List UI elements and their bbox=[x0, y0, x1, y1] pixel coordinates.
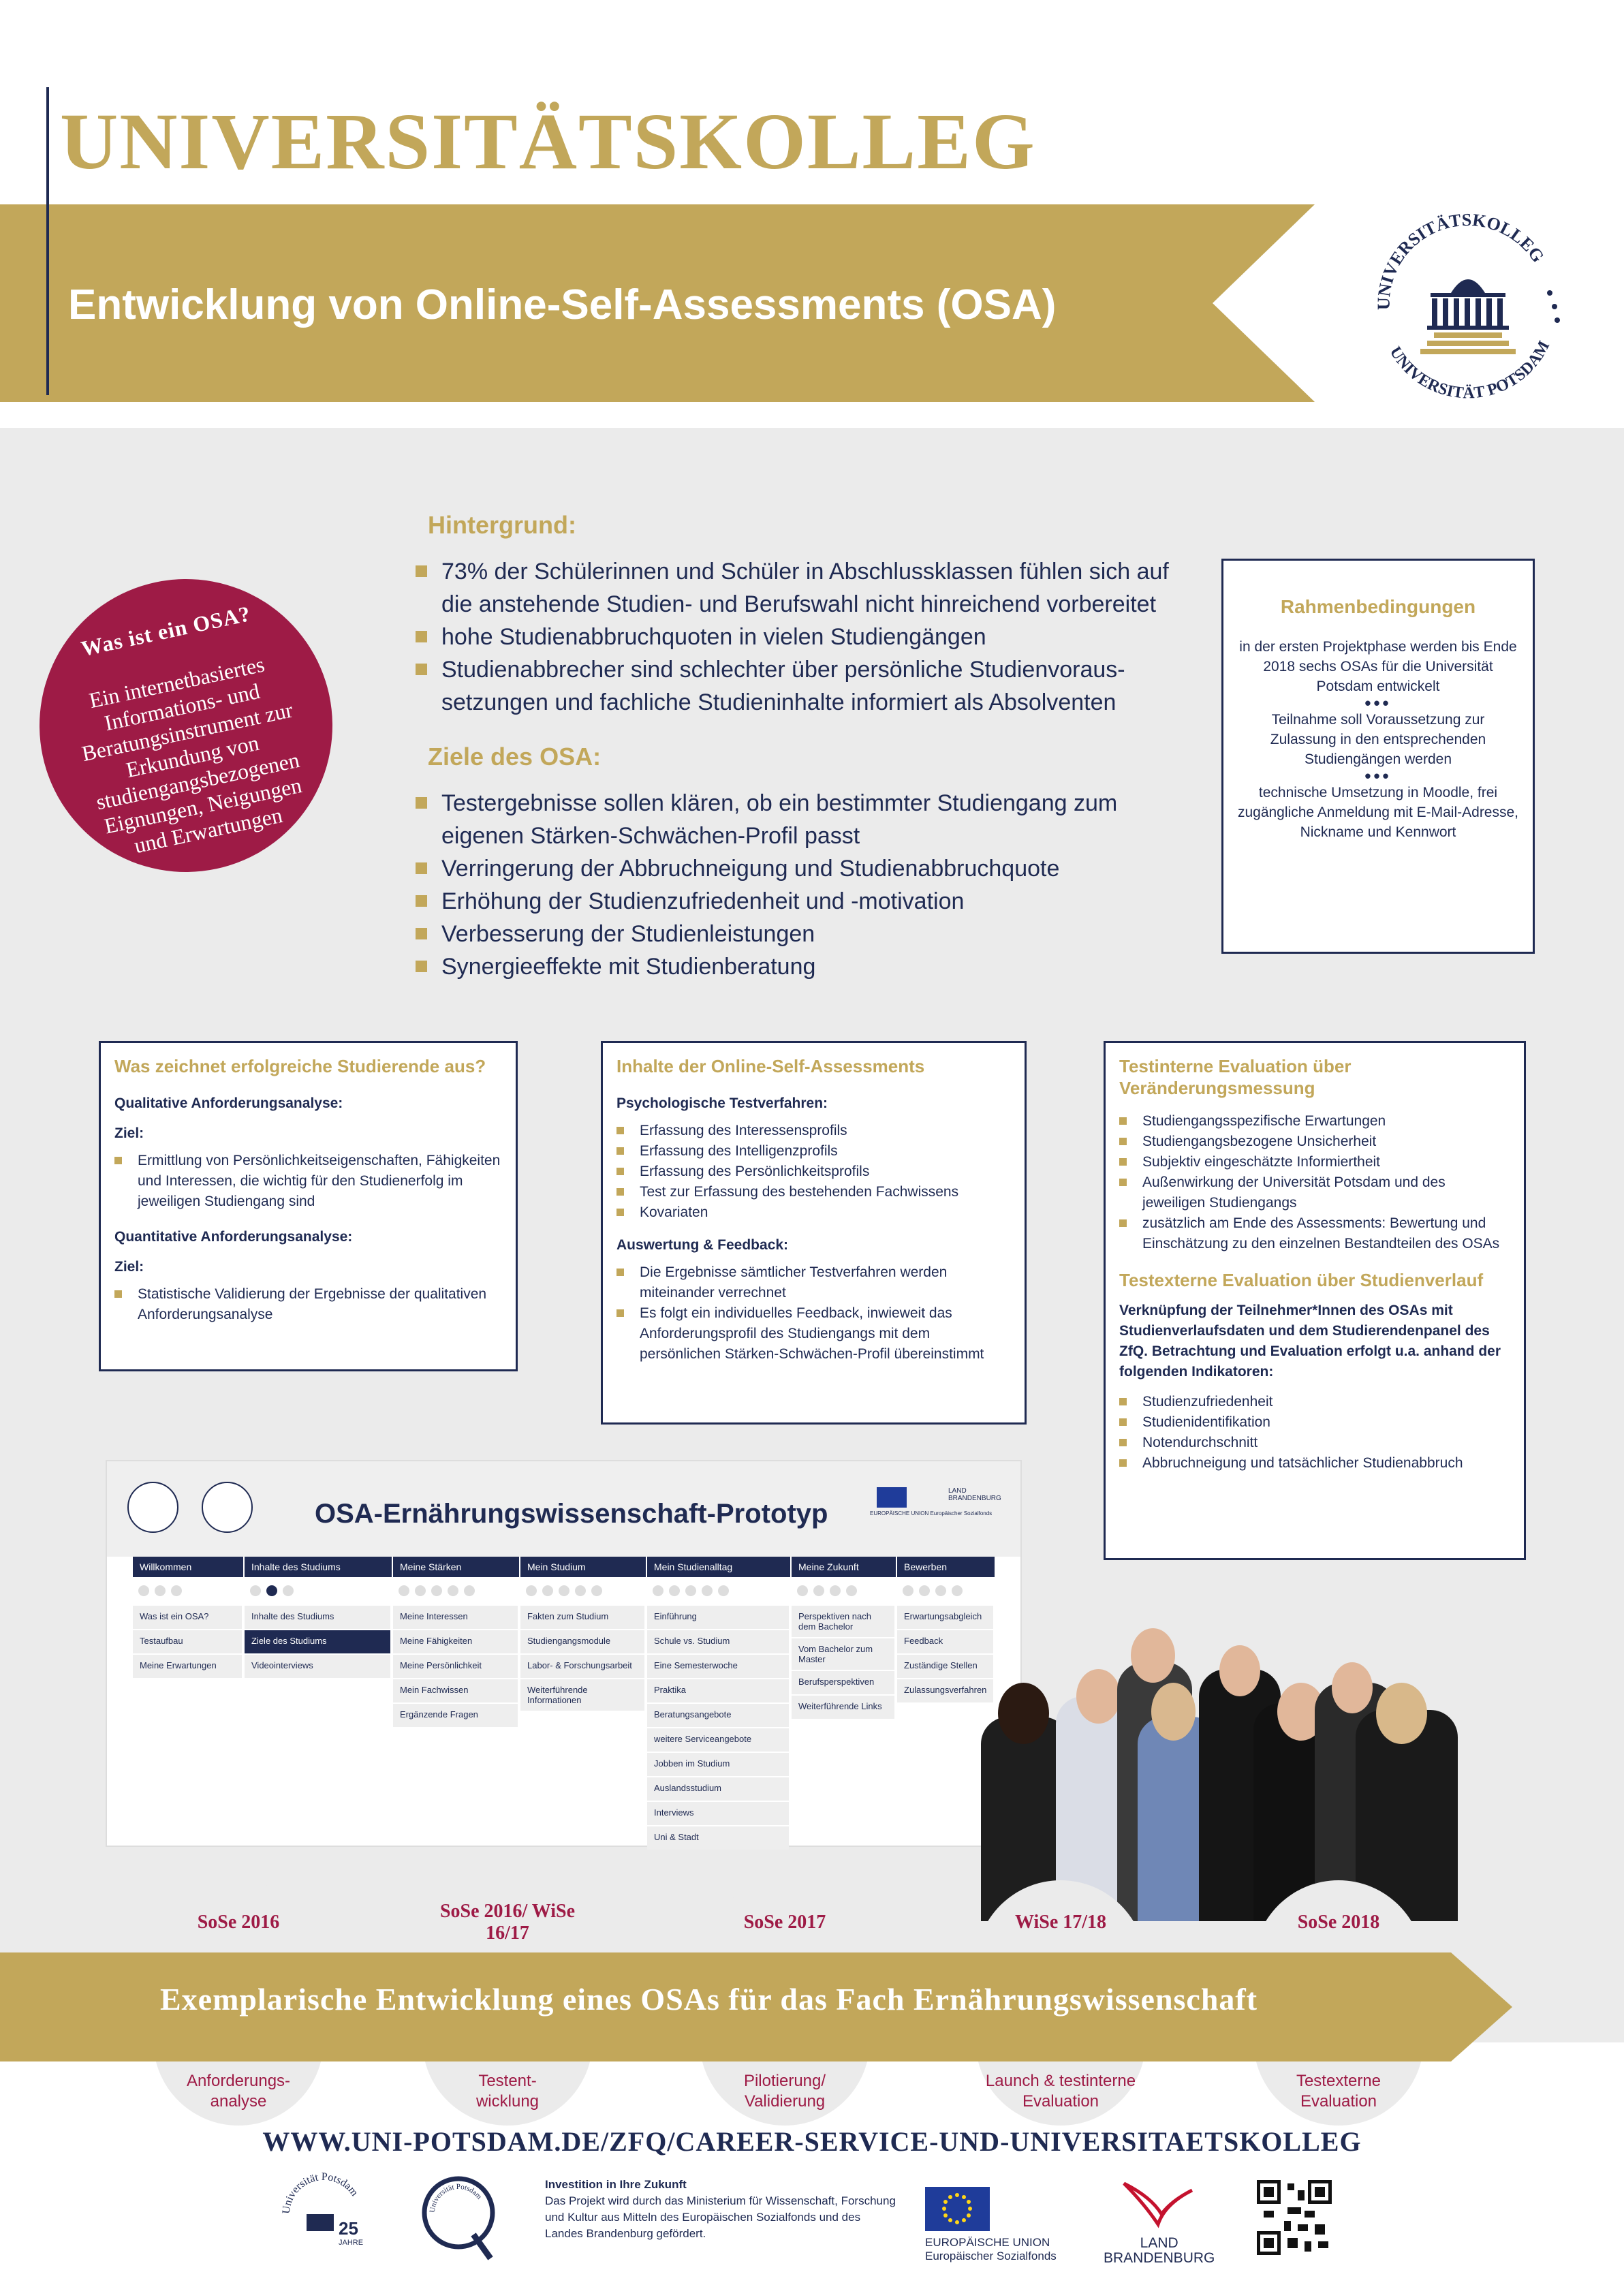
lb-line1: LAND bbox=[1140, 2235, 1178, 2251]
nav-menu-item[interactable]: Meine Fähigkeiten bbox=[393, 1630, 518, 1653]
person-head bbox=[1131, 1628, 1175, 1683]
kolleg-logo-icon bbox=[202, 1482, 253, 1533]
progress-dot bbox=[171, 1585, 182, 1596]
circle-title: Was ist ein OSA? bbox=[78, 601, 253, 662]
goals-heading: Ziele des OSA: bbox=[428, 743, 602, 771]
timeline-period: SoSe 2016 bbox=[197, 1912, 280, 1933]
list-item: Kovariaten bbox=[616, 1202, 1011, 1223]
rahmen-item: technische Umsetzung in Moodle, frei zugängliche Anmeldung mit E-Mail-Adresse, Nickname und Kennwort bbox=[1237, 785, 1519, 840]
nav-tab[interactable]: Mein Studium bbox=[520, 1557, 647, 1577]
progress-dot bbox=[919, 1585, 930, 1596]
successful-students-box bbox=[99, 1041, 518, 1371]
list-item: Synergieeffekte mit Studienberatung bbox=[416, 950, 1199, 983]
timeline-period: WiSe 17/18 bbox=[1014, 1912, 1107, 1933]
nav-menu-item[interactable]: Schule vs. Studium bbox=[647, 1630, 789, 1653]
page-subtitle: Entwicklung von Online-Self-Assessments (OSA) bbox=[68, 281, 1057, 328]
uni-logo-jahre: JAHRE bbox=[339, 2239, 364, 2247]
qr-code-icon[interactable] bbox=[1257, 2180, 1332, 2255]
nav-menu-item[interactable]: Zulassungsverfahren bbox=[897, 1679, 993, 1702]
box-title: Testinterne Evaluation über Veränderungsmessung bbox=[1119, 1056, 1352, 1098]
box-subheading: Qualitative Anforderungsanalyse: bbox=[114, 1095, 343, 1111]
eu-text bbox=[925, 2236, 1057, 2263]
nav-menu-item[interactable]: weitere Serviceangebote bbox=[647, 1728, 789, 1752]
osa-contents-box bbox=[601, 1041, 1027, 1425]
progress-dots bbox=[133, 1577, 245, 1606]
svg-text:Universität Potsdam bbox=[281, 2171, 360, 2215]
eu-line2: Europäischer Sozialfonds bbox=[925, 2250, 1057, 2262]
nav-menu-item[interactable]: Interviews bbox=[647, 1802, 789, 1825]
nav-menu-item[interactable]: Feedback bbox=[897, 1630, 993, 1653]
nav-menu-item[interactable]: Praktika bbox=[647, 1679, 789, 1702]
footer-url-link[interactable]: WWW.UNI-POTSDAM.DE/ZFQ/CAREER-SERVICE-UND-UNIVERSITAETSKOLLEG bbox=[262, 2126, 1362, 2157]
nav-menu-item[interactable]: Ergänzende Fragen bbox=[393, 1704, 518, 1727]
nav-menu-item[interactable]: Jobben im Studium bbox=[647, 1753, 789, 1776]
nav-menu-item[interactable]: Einführung bbox=[647, 1606, 789, 1629]
land-brandenburg-text bbox=[1104, 2236, 1215, 2266]
nav-tab[interactable]: Meine Stärken bbox=[393, 1557, 520, 1577]
progress-dots bbox=[647, 1577, 792, 1606]
nav-menu-item[interactable]: Eine Semesterwoche bbox=[647, 1655, 789, 1678]
person-head bbox=[1332, 1662, 1373, 1713]
box-title: Was zeichnet erfolgreiche Studierende aus? bbox=[114, 1056, 486, 1076]
nav-menu-item[interactable]: Meine Erwartungen bbox=[133, 1655, 242, 1678]
funding-title: Investition in Ihre Zukunft bbox=[545, 2178, 687, 2191]
list-item: Erfassung des Intelligenzprofils bbox=[616, 1141, 1011, 1162]
rahmen-item: in der ersten Projektphase werden bis Ende 2018 sechs OSAs für die Universität Potsdam entwickelt bbox=[1239, 639, 1517, 694]
logo-text-bottom: UNIVERSITÄT POTSDAM bbox=[1386, 338, 1554, 403]
progress-dot bbox=[464, 1585, 475, 1596]
nav-menu-item[interactable]: Inhalte des Studiums bbox=[245, 1606, 390, 1629]
progress-dots bbox=[897, 1577, 996, 1606]
eu-label: EUROPÄISCHE UNION Europäischer Sozialfonds bbox=[870, 1510, 993, 1516]
uni-logo-number: 25 bbox=[339, 2218, 358, 2239]
list-item: Test zur Erfassung des bestehenden Fachwissens bbox=[616, 1182, 1011, 1202]
background-list bbox=[416, 555, 1199, 719]
nav-column bbox=[792, 1557, 897, 1720]
title-accent-line bbox=[46, 87, 49, 395]
progress-dot bbox=[935, 1585, 946, 1596]
eu-line1: EUROPÄISCHE UNION bbox=[925, 2236, 1050, 2249]
progress-dots bbox=[245, 1577, 393, 1606]
list-item: Es folgt ein individuelles Feedback, inwieweit das Anforderungsprofil des Studiengangs mit dem persönlichen Stärken-Schwächen-Profil übereinstimmt bbox=[616, 1303, 1011, 1365]
nav-column bbox=[647, 1557, 792, 1851]
progress-dot bbox=[813, 1585, 824, 1596]
box-subheading: Auswertung & Feedback: bbox=[616, 1237, 789, 1253]
eu-flag-icon bbox=[877, 1487, 907, 1508]
list-item: Testergebnisse sollen klären, ob ein bestimmter Studiengang zum eigenen Stärken-Schwächen-Profil passt bbox=[416, 787, 1199, 852]
timeline-label: Exemplarische Entwicklung eines OSAs für das Fach Ernährungswissenschaft bbox=[160, 1982, 1258, 2017]
nav-menu-item[interactable]: Labor- & Forschungsarbeit bbox=[520, 1655, 644, 1678]
progress-dot bbox=[797, 1585, 808, 1596]
progress-dot bbox=[718, 1585, 729, 1596]
uni-potsdam-25-logo bbox=[276, 2166, 371, 2262]
funding-body: Das Projekt wird durch das Ministerium für Wissenschaft, Forschung und Kultur aus Mitteln des Europäischen Sozialfonds und des Landes Brandenburg gefördert. bbox=[545, 2194, 896, 2240]
progress-dot bbox=[702, 1585, 713, 1596]
progress-dot bbox=[903, 1585, 914, 1596]
nav-menu-item[interactable]: Weiterführende Links bbox=[792, 1696, 894, 1719]
list-item: Subjektiv eingeschätzte Informiertheit bbox=[1119, 1152, 1510, 1172]
list-item: Die Ergebnisse sämtlicher Testverfahren werden miteinander verrechnet bbox=[616, 1262, 1011, 1303]
list-item: Verbesserung der Studienleistungen bbox=[416, 918, 1199, 950]
progress-dot bbox=[559, 1585, 569, 1596]
box-text: Verknüpfung der Teilnehmer*Innen des OSAs mit Studienverlaufsdaten und dem Studierendenpanel des ZfQ. Betrachtung und Evaluation erfolgt u.a. anhand der folgenden Indikatoren: bbox=[1119, 1303, 1501, 1380]
timeline-phase: Testent-wicklung bbox=[475, 2072, 540, 2111]
timeline-period: SoSe 2016/ WiSe 16/17 bbox=[439, 1901, 576, 1944]
list-item: Studienzufriedenheit bbox=[1119, 1392, 1510, 1412]
person-head bbox=[998, 1683, 1049, 1744]
nav-menu-item[interactable]: Weiterführende Informationen bbox=[520, 1679, 644, 1711]
nav-menu-item[interactable]: Uni & Stadt bbox=[647, 1826, 789, 1850]
background-heading: Hintergrund: bbox=[428, 511, 576, 539]
timeline-phase: Anforderungs-analyse bbox=[186, 2072, 291, 2111]
box-subheading: Quantitative Anforderungsanalyse: bbox=[114, 1229, 353, 1245]
nav-menu-item[interactable]: Ziele des Studiums bbox=[245, 1630, 390, 1653]
box-subheading: Psychologische Testverfahren: bbox=[616, 1095, 828, 1111]
lb-line2: BRANDENBURG bbox=[1104, 2250, 1215, 2266]
circle-text: Ein internetbasiertes Informations- und Beratungsinstrument zur Erkundung von studiengangsbezogenen Eignungen, Neigungen und Erwartungen bbox=[79, 651, 304, 858]
goals-list bbox=[416, 787, 1199, 983]
list-item: Studiengangsspezifische Erwartungen bbox=[1119, 1111, 1510, 1132]
rahmen-title: Rahmenbedingungen bbox=[1280, 596, 1476, 617]
timeline-period: SoSe 2017 bbox=[743, 1912, 826, 1933]
rahmenbedingungen-box bbox=[1221, 559, 1535, 954]
list-item: 73% der Schülerinnen und Schüler in Abschlussklassen fühlen sich auf die anstehende Studien- und Berufswahl nicht hinreichend vorbereitet bbox=[416, 555, 1199, 621]
timeline-phase: Testexterne Evaluation bbox=[1296, 2072, 1381, 2111]
progress-dots bbox=[393, 1577, 520, 1606]
progress-dot bbox=[952, 1585, 963, 1596]
nav-menu-item[interactable]: Videointerviews bbox=[245, 1655, 390, 1678]
nav-menu-item[interactable]: Studiengangsmodule bbox=[520, 1630, 644, 1653]
list-item: Studiengangsbezogene Unsicherheit bbox=[1119, 1132, 1510, 1152]
progress-dot bbox=[846, 1585, 857, 1596]
eu-flag-icon bbox=[925, 2187, 990, 2231]
nav-tab[interactable]: Inhalte des Studiums bbox=[245, 1557, 393, 1577]
timeline-phase: Pilotierung/ Validierung bbox=[743, 2072, 826, 2111]
nav-menu-item[interactable]: Meine Interessen bbox=[393, 1606, 518, 1629]
box-subheading: Ziel: bbox=[114, 1259, 144, 1275]
progress-dot bbox=[830, 1585, 841, 1596]
nav-column bbox=[245, 1557, 393, 1679]
list-item: Ermittlung von Persönlichkeitseigenschaften, Fähigkeiten und Interessen, die wichtig für den Studienerfolg im jeweiligen Studiengang sind bbox=[114, 1151, 502, 1212]
progress-dot bbox=[431, 1585, 442, 1596]
list-item: Erhöhung der Studienzufriedenheit und -motivation bbox=[416, 885, 1199, 918]
nav-menu-item[interactable]: Mein Fachwissen bbox=[393, 1679, 518, 1702]
progress-dot bbox=[526, 1585, 537, 1596]
nav-menu-item[interactable]: Meine Persönlichkeit bbox=[393, 1655, 518, 1678]
person-head bbox=[1076, 1669, 1121, 1724]
logo-text-top: UNIVERSITÄTSKOLLEG bbox=[1373, 210, 1548, 311]
progress-dot bbox=[415, 1585, 426, 1596]
progress-dots bbox=[792, 1577, 897, 1606]
nav-menu-item[interactable]: Testaufbau bbox=[133, 1630, 242, 1653]
timeline-phase: Launch & testinterne Evaluation bbox=[985, 2072, 1136, 2111]
nav-menu-item[interactable]: Zuständige Stellen bbox=[897, 1655, 993, 1678]
progress-dot bbox=[448, 1585, 458, 1596]
list-item: hohe Studienabbruchquoten in vielen Studiengängen bbox=[416, 621, 1199, 653]
q-logo-text: Universität Potsdam bbox=[428, 2182, 484, 2213]
uni-logo-text: Universität Potsdam bbox=[280, 2170, 360, 2215]
land-brandenburg-label: LAND BRANDENBURG bbox=[948, 1487, 1001, 1502]
progress-dot bbox=[669, 1585, 680, 1596]
nav-menu-item[interactable]: Was ist ein OSA? bbox=[133, 1606, 242, 1629]
timeline-period: SoSe 2018 bbox=[1297, 1912, 1380, 1933]
progress-dot bbox=[653, 1585, 663, 1596]
progress-dot bbox=[575, 1585, 586, 1596]
list-item: zusätzlich am Ende des Assessments: Bewertung und Einschätzung zu den einzelnen Bestandteilen des OSAs bbox=[1119, 1213, 1510, 1254]
nav-tab[interactable]: Mein Studienalltag bbox=[647, 1557, 792, 1577]
progress-dot bbox=[250, 1585, 261, 1596]
nav-menu-item[interactable]: Perspektiven nach dem Bachelor bbox=[792, 1606, 894, 1637]
nav-tab[interactable]: Meine Zukunft bbox=[792, 1557, 897, 1577]
prototype-screenshot bbox=[106, 1460, 1022, 1847]
nav-menu-item[interactable]: Berufsperspektiven bbox=[792, 1671, 894, 1694]
prototype-title: OSA-Ernährungswissenschaft-Prototyp bbox=[315, 1499, 828, 1529]
box-title: Inhalte der Online-Self-Assessments bbox=[616, 1056, 925, 1076]
progress-dot bbox=[685, 1585, 696, 1596]
nav-column bbox=[393, 1557, 520, 1728]
list-item: Studienabbrecher sind schlechter über persönliche Studienvoraus-setzungen und fachliche Studieninhalte informiert als Absolventen bbox=[416, 653, 1199, 719]
prototype-logos bbox=[127, 1482, 273, 1536]
uni-logo-icon bbox=[127, 1482, 178, 1533]
list-item: Verringerung der Abbruchneigung und Studienabbruchquote bbox=[416, 852, 1199, 885]
svg-text:UNIVERSITÄT POTSDAM bbox=[1386, 338, 1554, 402]
list-item: Notendurchschnitt bbox=[1119, 1433, 1510, 1453]
progress-dot bbox=[542, 1585, 553, 1596]
separator-dots: ••• bbox=[1364, 766, 1392, 786]
nav-menu-item[interactable]: Fakten zum Studium bbox=[520, 1606, 644, 1629]
nav-column bbox=[520, 1557, 647, 1712]
progress-dots bbox=[520, 1577, 647, 1606]
nav-menu-item[interactable]: Beratungsangebote bbox=[647, 1704, 789, 1727]
progress-dot bbox=[155, 1585, 166, 1596]
list-item: Außenwirkung der Universität Potsdam und des jeweiligen Studiengangs bbox=[1119, 1172, 1510, 1213]
person-head bbox=[1219, 1645, 1260, 1696]
evaluation-box bbox=[1104, 1041, 1526, 1560]
box-subheading: Ziel: bbox=[114, 1125, 144, 1141]
nav-tab[interactable]: Bewerben bbox=[897, 1557, 996, 1577]
nav-menu-item[interactable]: Vom Bachelor zum Master bbox=[792, 1638, 894, 1670]
progress-dot bbox=[283, 1585, 294, 1596]
funding-text bbox=[545, 2177, 899, 2242]
page-title: UNIVERSITÄTSKOLLEG bbox=[60, 97, 1036, 186]
team-photo bbox=[967, 1628, 1485, 1921]
nav-menu-item[interactable]: Auslandsstudium bbox=[647, 1777, 789, 1801]
list-item: Statistische Validierung der Ergebnisse der qualitativen Anforderungsanalyse bbox=[114, 1284, 502, 1325]
box-title: Testexterne Evaluation über Studienverlauf bbox=[1119, 1270, 1484, 1290]
brandenburg-eagle-icon bbox=[1117, 2177, 1199, 2231]
person-head bbox=[1376, 1683, 1427, 1744]
nav-menu-item[interactable]: Erwartungsabgleich bbox=[897, 1606, 993, 1629]
progress-dot bbox=[591, 1585, 602, 1596]
person-head bbox=[1151, 1683, 1196, 1741]
progress-dot bbox=[266, 1585, 277, 1596]
separator-dots: ••• bbox=[1364, 693, 1392, 713]
list-item: Abbruchneigung und tatsächlicher Studienabbruch bbox=[1119, 1453, 1510, 1474]
list-item: Erfassung des Interessensprofils bbox=[616, 1121, 1011, 1141]
progress-dot bbox=[399, 1585, 409, 1596]
universitaetskolleg-logo bbox=[1356, 191, 1580, 416]
list-item: Studienidentifikation bbox=[1119, 1412, 1510, 1433]
progress-dot bbox=[138, 1585, 149, 1596]
zfq-q-logo bbox=[412, 2166, 507, 2262]
nav-column bbox=[133, 1557, 245, 1679]
list-item: Erfassung des Persönlichkeitsprofils bbox=[616, 1162, 1011, 1182]
nav-tab[interactable]: Willkommen bbox=[133, 1557, 245, 1577]
rahmen-item: Teilnahme soll Voraussetzung zur Zulassung in den entsprechenden Studiengängen werden bbox=[1270, 712, 1486, 767]
